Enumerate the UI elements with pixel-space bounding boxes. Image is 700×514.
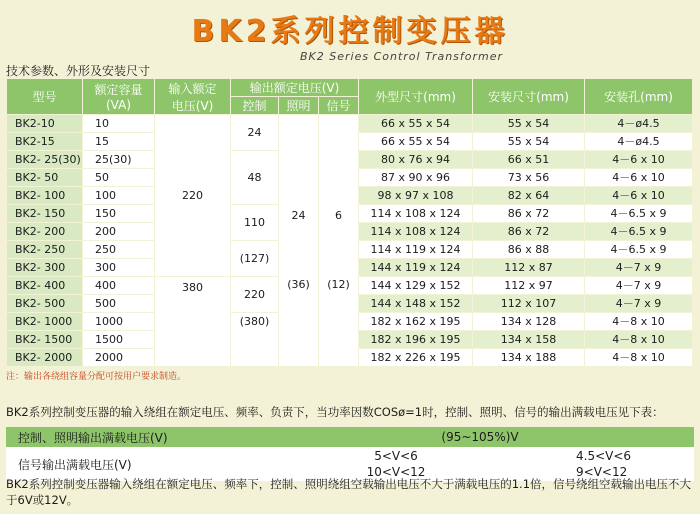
cell-capacity: 15 xyxy=(83,133,155,151)
cell-model: BK2- 150 xyxy=(7,205,83,223)
lighting-24: 24 xyxy=(291,209,306,222)
cell-lighting xyxy=(279,115,319,367)
paragraph-noload: BK2系列控制变压器输入绕组在额定电压、频率下，控制、照明绕组空载输出电压不大于满载电压的1.1倍，信号绕组空载输出电压不大于6V或12V。 xyxy=(6,477,692,507)
cell-holes: 4－7 x 9 xyxy=(585,259,693,277)
cell-control-48: 48 xyxy=(231,151,279,205)
cell-control-24: 24 xyxy=(231,115,279,151)
cell-holes: 4－6.5 x 9 xyxy=(585,205,693,223)
params-label: 技术参数、外形及安装尺寸 xyxy=(6,64,151,78)
cell-model: BK2- 100 xyxy=(7,187,83,205)
cell-control-127: (127) xyxy=(231,241,279,277)
header-input xyxy=(155,79,231,115)
cell-capacity: 25(30) xyxy=(83,151,155,169)
cell-mount: 86 x 72 xyxy=(473,223,585,241)
table-note: 注：输出各绕组容量分配可按用户要求制造。 xyxy=(6,372,187,382)
cell-holes: 4－6.5 x 9 xyxy=(585,223,693,241)
cell-outline: 114 x 108 x 124 xyxy=(359,205,473,223)
header-outline: 外型尺寸(mm) xyxy=(359,79,473,115)
cell-outline: 182 x 196 x 195 xyxy=(359,331,473,349)
cell-signal xyxy=(319,115,359,367)
cell-capacity: 100 xyxy=(83,187,155,205)
voltage-table xyxy=(6,427,694,481)
cell-mount: 134 x 188 xyxy=(473,349,585,367)
cell-model: BK2- 300 xyxy=(7,259,83,277)
cell-capacity: 1000 xyxy=(83,313,155,331)
cell-capacity: 10 xyxy=(83,115,155,133)
header-mount: 安装尺寸(mm) xyxy=(473,79,585,115)
cell-mount: 134 x 128 xyxy=(473,313,585,331)
page-subtitle: BK2 Series Control Transformer xyxy=(300,50,504,63)
header-capacity-unit: (VA) xyxy=(105,98,131,112)
table-row xyxy=(7,115,693,133)
cell-holes: 4－7 x 9 xyxy=(585,277,693,295)
cell-model: BK2- 2000 xyxy=(7,349,83,367)
paragraph-intro: BK2系列控制变压器的输入绕组在额定电压、频率、负责下，当功率因数COSø=1时，控制、照明、信号的输出满载电压见下表： xyxy=(6,405,664,419)
header-output: 输出额定电压(V) xyxy=(231,79,359,97)
cell-mount: 86 x 72 xyxy=(473,205,585,223)
cell-model: BK2- 25(30) xyxy=(7,151,83,169)
cell-outline: 182 x 226 x 195 xyxy=(359,349,473,367)
cell-capacity: 250 xyxy=(83,241,155,259)
cell-model: BK2- 250 xyxy=(7,241,83,259)
cell-mount: 112 x 97 xyxy=(473,277,585,295)
cell-capacity: 400 xyxy=(83,277,155,295)
page-title: BK2系列控制变压器 xyxy=(191,14,509,49)
cell-model: BK2- 1000 xyxy=(7,313,83,331)
cell-capacity: 500 xyxy=(83,295,155,313)
cell-mount: 112 x 87 xyxy=(473,259,585,277)
lighting-36: (36) xyxy=(287,278,310,291)
voltage-signal-right-2: 9<V<12 xyxy=(576,465,628,479)
cell-holes: 4－8 x 10 xyxy=(585,313,693,331)
cell-mount: 73 x 56 xyxy=(473,169,585,187)
cell-holes: 4－ø4.5 xyxy=(585,133,693,151)
cell-outline: 144 x 129 x 152 xyxy=(359,277,473,295)
cell-mount: 82 x 64 xyxy=(473,187,585,205)
cell-model: BK2- 200 xyxy=(7,223,83,241)
voltage-signal-mid-1: 5<V<6 xyxy=(374,449,418,463)
header-capacity xyxy=(83,79,155,115)
cell-model: BK2-15 xyxy=(7,133,83,151)
cell-model: BK2- 1500 xyxy=(7,331,83,349)
cell-outline: 144 x 148 x 152 xyxy=(359,295,473,313)
header-holes: 安装孔(mm) xyxy=(585,79,693,115)
header-capacity-label: 额定容量 xyxy=(94,83,143,97)
cell-input-220: 220 xyxy=(155,115,231,277)
cell-holes: 4－8 x 10 xyxy=(585,349,693,367)
cell-outline: 114 x 119 x 124 xyxy=(359,241,473,259)
cell-outline: 66 x 55 x 54 xyxy=(359,133,473,151)
cell-holes: 4－8 x 10 xyxy=(585,331,693,349)
voltage-value-control: (95~105%)V xyxy=(266,427,694,447)
header-control: 控制 xyxy=(231,97,279,115)
voltage-label-signal: 信号输出满载电压(V) xyxy=(6,447,266,481)
cell-outline: 87 x 90 x 96 xyxy=(359,169,473,187)
cell-capacity: 2000 xyxy=(83,349,155,367)
cell-capacity: 1500 xyxy=(83,331,155,349)
cell-capacity: 200 xyxy=(83,223,155,241)
cell-control-110: 110 xyxy=(231,205,279,241)
cell-holes: 4－7 x 9 xyxy=(585,295,693,313)
cell-outline: 182 x 162 x 195 xyxy=(359,313,473,331)
cell-model: BK2- 400 xyxy=(7,277,83,295)
cell-model: BK2- 50 xyxy=(7,169,83,187)
header-lighting: 照明 xyxy=(279,97,319,115)
cell-holes: 4－ø4.5 xyxy=(585,115,693,133)
voltage-signal-mid-2: 10<V<12 xyxy=(366,465,426,479)
voltage-signal-right-1: 4.5<V<6 xyxy=(576,449,632,463)
cell-mount: 55 x 54 xyxy=(473,115,585,133)
voltage-row-control xyxy=(6,427,694,447)
cell-outline: 80 x 76 x 94 xyxy=(359,151,473,169)
cell-mount: 55 x 54 xyxy=(473,133,585,151)
cell-mount: 66 x 51 xyxy=(473,151,585,169)
cell-outline: 114 x 108 x 124 xyxy=(359,223,473,241)
cell-input-380: 380 xyxy=(155,277,231,367)
cell-mount: 86 x 88 xyxy=(473,241,585,259)
cell-outline: 98 x 97 x 108 xyxy=(359,187,473,205)
cell-holes: 4－6 x 10 xyxy=(585,169,693,187)
cell-capacity: 150 xyxy=(83,205,155,223)
header-input-label: 输入额定 xyxy=(168,81,217,96)
cell-control-380: (380) xyxy=(231,313,279,367)
cell-control-220: 220 xyxy=(231,277,279,313)
cell-holes: 4－6.5 x 9 xyxy=(585,241,693,259)
header-model: 型号 xyxy=(7,79,83,115)
signal-6: 6 xyxy=(335,209,342,222)
cell-outline: 66 x 55 x 54 xyxy=(359,115,473,133)
signal-12: (12) xyxy=(327,278,350,291)
voltage-label-control: 控制、照明输出满载电压(V) xyxy=(6,427,266,447)
header-signal: 信号 xyxy=(319,97,359,115)
cell-capacity: 300 xyxy=(83,259,155,277)
spec-table xyxy=(6,78,693,367)
cell-mount: 112 x 107 xyxy=(473,295,585,313)
cell-mount: 134 x 158 xyxy=(473,331,585,349)
cell-model: BK2- 500 xyxy=(7,295,83,313)
header-input-unit: 电压(V) xyxy=(171,98,214,113)
cell-capacity: 50 xyxy=(83,169,155,187)
cell-holes: 4－6 x 10 xyxy=(585,151,693,169)
cell-holes: 4－6 x 10 xyxy=(585,187,693,205)
cell-model: BK2-10 xyxy=(7,115,83,133)
cell-outline: 144 x 119 x 124 xyxy=(359,259,473,277)
